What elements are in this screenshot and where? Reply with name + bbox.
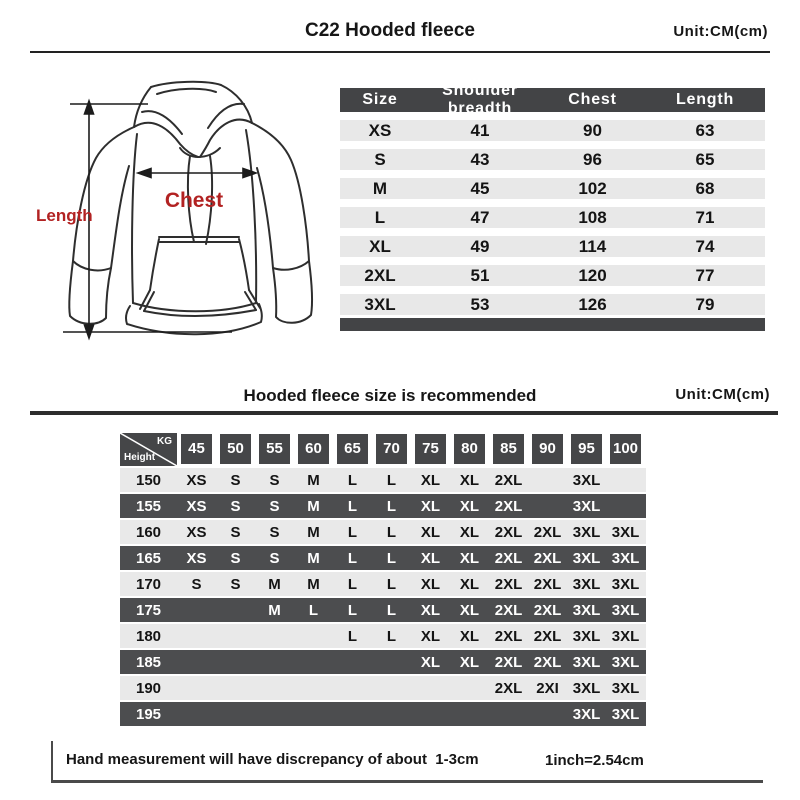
matrix-cell: S bbox=[191, 575, 202, 593]
size-label: M bbox=[372, 178, 388, 198]
kg-column-header: 65 bbox=[337, 434, 368, 464]
size-label: 3XL bbox=[364, 294, 396, 314]
size-cell: 126 bbox=[578, 294, 607, 314]
matrix-cell: L bbox=[386, 549, 397, 567]
matrix-cell: S bbox=[269, 471, 280, 489]
length-label: Length bbox=[36, 206, 93, 225]
matrix-row bbox=[120, 546, 646, 570]
size-cell: 79 bbox=[695, 294, 715, 314]
matrix-cell: 2XL bbox=[494, 653, 523, 671]
matrix-row bbox=[120, 676, 646, 700]
matrix-cell: L bbox=[386, 471, 397, 489]
matrix-row bbox=[120, 702, 646, 726]
kg-column-header: 95 bbox=[571, 434, 602, 464]
matrix-row bbox=[120, 598, 646, 622]
corner-height-label: Height bbox=[124, 452, 156, 463]
top-divider bbox=[30, 51, 770, 53]
size-label: S bbox=[374, 149, 386, 169]
matrix-cell: XL bbox=[459, 601, 480, 619]
size-cell: 120 bbox=[578, 265, 607, 285]
size-table-row bbox=[340, 207, 765, 228]
matrix-cell: XL bbox=[459, 497, 480, 515]
matrix-cell: XL bbox=[420, 575, 441, 593]
size-label: XS bbox=[368, 120, 392, 140]
size-cell: 43 bbox=[470, 149, 490, 169]
height-label: 180 bbox=[135, 627, 162, 645]
matrix-cell: L bbox=[347, 627, 358, 645]
kg-column-header: 60 bbox=[298, 434, 329, 464]
size-table-header bbox=[340, 82, 765, 117]
size-cell: 53 bbox=[470, 294, 490, 314]
height-label: 170 bbox=[135, 575, 162, 593]
kg-column-header: 85 bbox=[493, 434, 524, 464]
matrix-cell: M bbox=[268, 575, 281, 593]
size-label: XL bbox=[369, 236, 391, 256]
matrix-cell: 2XL bbox=[533, 627, 562, 645]
size-table-footer-bar bbox=[340, 318, 765, 331]
matrix-cell: M bbox=[307, 497, 320, 515]
matrix-cell: 3XL bbox=[572, 575, 601, 593]
matrix-row bbox=[120, 468, 646, 492]
size-table-row bbox=[340, 265, 765, 286]
matrix-cell: 2XL bbox=[494, 575, 523, 593]
matrix-cell: 3XL bbox=[572, 653, 601, 671]
matrix-cell: M bbox=[307, 575, 320, 593]
height-label: 160 bbox=[135, 523, 162, 541]
matrix-cell: XS bbox=[186, 471, 207, 489]
hoodie-diagram bbox=[30, 56, 340, 356]
matrix-cell: 2XI bbox=[536, 679, 559, 697]
matrix-cell: XS bbox=[186, 497, 207, 515]
matrix-cell: XL bbox=[459, 523, 480, 541]
matrix-corner-cell bbox=[120, 433, 177, 466]
matrix-cell: XS bbox=[186, 523, 207, 541]
matrix-cell: 3XL bbox=[572, 601, 601, 619]
kg-column-header: 55 bbox=[259, 434, 290, 464]
matrix-cell: M bbox=[307, 549, 320, 567]
matrix-cell: XL bbox=[459, 575, 480, 593]
matrix-cell: 2XL bbox=[533, 601, 562, 619]
kg-column-header: 75 bbox=[415, 434, 446, 464]
size-cell: 96 bbox=[583, 149, 602, 169]
matrix-cell: XL bbox=[459, 653, 480, 671]
size-cell: 71 bbox=[695, 207, 715, 227]
size-cell: 102 bbox=[578, 178, 607, 198]
kg-column-header: 90 bbox=[532, 434, 563, 464]
unit-label-mid: Unit:CM(cm) bbox=[675, 386, 770, 403]
size-cell: 41 bbox=[470, 120, 490, 140]
size-column-header: Shoulder breadth bbox=[442, 82, 518, 117]
size-label: 2XL bbox=[364, 265, 396, 285]
matrix-cell: 3XL bbox=[611, 653, 640, 671]
mid-divider bbox=[30, 411, 778, 415]
footer-note: Hand measurement will have discrepancy of about 1-3cm bbox=[66, 751, 479, 768]
matrix-row bbox=[120, 494, 646, 518]
matrix-cell: 3XL bbox=[572, 627, 601, 645]
unit-label-top: Unit:CM(cm) bbox=[673, 23, 768, 40]
size-cell: 47 bbox=[470, 207, 490, 227]
footer-border-left bbox=[51, 741, 53, 783]
matrix-cell: S bbox=[230, 523, 241, 541]
matrix-cell: L bbox=[386, 497, 397, 515]
matrix-cell: XL bbox=[420, 523, 441, 541]
matrix-cell: L bbox=[347, 575, 358, 593]
matrix-cell: L bbox=[347, 471, 358, 489]
matrix-cell: 2XL bbox=[533, 575, 562, 593]
matrix-cell: XL bbox=[420, 471, 441, 489]
matrix-row bbox=[120, 624, 646, 648]
matrix-cell: S bbox=[269, 523, 280, 541]
matrix-cell: 2XL bbox=[494, 523, 523, 541]
matrix-cell: 3XL bbox=[611, 679, 640, 697]
matrix-cell: 3XL bbox=[572, 705, 601, 723]
matrix-cell: 2XL bbox=[533, 523, 562, 541]
size-table bbox=[340, 82, 765, 331]
matrix-cell: XL bbox=[459, 471, 480, 489]
matrix-cell: XL bbox=[420, 627, 441, 645]
matrix-cell: S bbox=[230, 497, 241, 515]
recommend-title: Hooded fleece size is recommended bbox=[243, 386, 537, 405]
matrix-cell: S bbox=[230, 575, 241, 593]
height-label: 165 bbox=[135, 549, 162, 567]
matrix-cell: 2XL bbox=[494, 549, 523, 567]
size-column-header: Length bbox=[675, 91, 735, 108]
matrix-header-row bbox=[120, 433, 646, 466]
matrix-cell: 3XL bbox=[611, 575, 640, 593]
matrix-cell: M bbox=[307, 471, 320, 489]
matrix-cell: 2XL bbox=[494, 601, 523, 619]
matrix-cell: L bbox=[386, 523, 397, 541]
size-table-row bbox=[340, 236, 765, 257]
page-title: C22 Hooded fleece bbox=[305, 20, 475, 41]
matrix-cell: M bbox=[307, 523, 320, 541]
size-cell: 74 bbox=[695, 236, 715, 256]
matrix-cell: 2XL bbox=[494, 471, 523, 489]
matrix-cell: 2XL bbox=[494, 679, 523, 697]
matrix-row bbox=[120, 650, 646, 674]
matrix-cell: XL bbox=[420, 601, 441, 619]
matrix-cell: 3XL bbox=[611, 705, 640, 723]
height-label: 185 bbox=[135, 653, 162, 671]
height-label: 175 bbox=[135, 601, 162, 619]
size-cell: 77 bbox=[695, 265, 715, 285]
matrix-cell: XL bbox=[459, 549, 480, 567]
height-label: 155 bbox=[135, 497, 162, 515]
matrix-cell: 3XL bbox=[572, 679, 601, 697]
size-column-header: Chest bbox=[568, 91, 617, 108]
kg-column-header: 100 bbox=[610, 434, 641, 464]
height-label: 195 bbox=[135, 705, 162, 723]
height-label: 190 bbox=[135, 679, 162, 697]
matrix-cell: S bbox=[230, 549, 241, 567]
matrix-cell: XS bbox=[186, 549, 207, 567]
size-table-row bbox=[340, 149, 765, 170]
size-table-row bbox=[340, 120, 765, 141]
matrix-cell: 3XL bbox=[572, 549, 601, 567]
matrix-cell: 3XL bbox=[611, 549, 640, 567]
matrix-cell: 2XL bbox=[494, 497, 523, 515]
size-table-row bbox=[340, 294, 765, 315]
matrix-cell: 3XL bbox=[611, 627, 640, 645]
matrix-cell: L bbox=[386, 601, 397, 619]
matrix-row bbox=[120, 520, 646, 544]
kg-column-header: 70 bbox=[376, 434, 407, 464]
kg-column-header: 80 bbox=[454, 434, 485, 464]
size-cell: 45 bbox=[470, 178, 490, 198]
size-cell: 90 bbox=[583, 120, 602, 140]
matrix-body bbox=[120, 468, 646, 726]
matrix-cell: XL bbox=[420, 653, 441, 671]
size-cell: 63 bbox=[695, 120, 715, 140]
size-table-body bbox=[340, 120, 765, 315]
matrix-cell: 2XL bbox=[533, 549, 562, 567]
size-table-row bbox=[340, 178, 765, 199]
matrix-cell: L bbox=[386, 575, 397, 593]
footer-border-bottom bbox=[51, 780, 763, 783]
footer-conversion: 1inch=2.54cm bbox=[545, 752, 644, 769]
size-cell: 49 bbox=[470, 236, 490, 256]
matrix-cell: L bbox=[308, 601, 319, 619]
size-cell: 114 bbox=[578, 236, 607, 256]
size-cell: 68 bbox=[695, 178, 715, 198]
matrix-cell: 3XL bbox=[611, 523, 640, 541]
recommendation-matrix bbox=[120, 433, 646, 726]
matrix-cell: XL bbox=[420, 549, 441, 567]
matrix-cell: 3XL bbox=[611, 601, 640, 619]
matrix-cell: S bbox=[230, 471, 241, 489]
kg-column-header: 45 bbox=[181, 434, 212, 464]
matrix-cell: 2XL bbox=[494, 627, 523, 645]
size-cell: 108 bbox=[578, 207, 607, 227]
matrix-cell: L bbox=[347, 549, 358, 567]
matrix-cell: 3XL bbox=[572, 497, 601, 515]
chest-arrow bbox=[138, 169, 256, 178]
size-cell: 65 bbox=[695, 149, 715, 169]
matrix-cell: S bbox=[269, 497, 280, 515]
matrix-cell: L bbox=[347, 523, 358, 541]
matrix-cell: 3XL bbox=[572, 523, 601, 541]
height-label: 150 bbox=[135, 471, 162, 489]
matrix-row bbox=[120, 572, 646, 596]
size-column-header: Size bbox=[362, 91, 398, 108]
matrix-cell: 2XL bbox=[533, 653, 562, 671]
size-cell: 51 bbox=[470, 265, 490, 285]
corner-kg-label: KG bbox=[157, 436, 172, 447]
chest-label: Chest bbox=[164, 189, 224, 212]
matrix-cell: L bbox=[347, 497, 358, 515]
matrix-cell: L bbox=[347, 601, 358, 619]
matrix-cell: XL bbox=[420, 497, 441, 515]
matrix-cell: L bbox=[386, 627, 397, 645]
matrix-cell: M bbox=[268, 601, 281, 619]
matrix-cell: S bbox=[269, 549, 280, 567]
matrix-cell: XL bbox=[459, 627, 480, 645]
kg-column-header: 50 bbox=[220, 434, 251, 464]
matrix-cell: 3XL bbox=[572, 471, 601, 489]
size-label: L bbox=[374, 207, 386, 227]
